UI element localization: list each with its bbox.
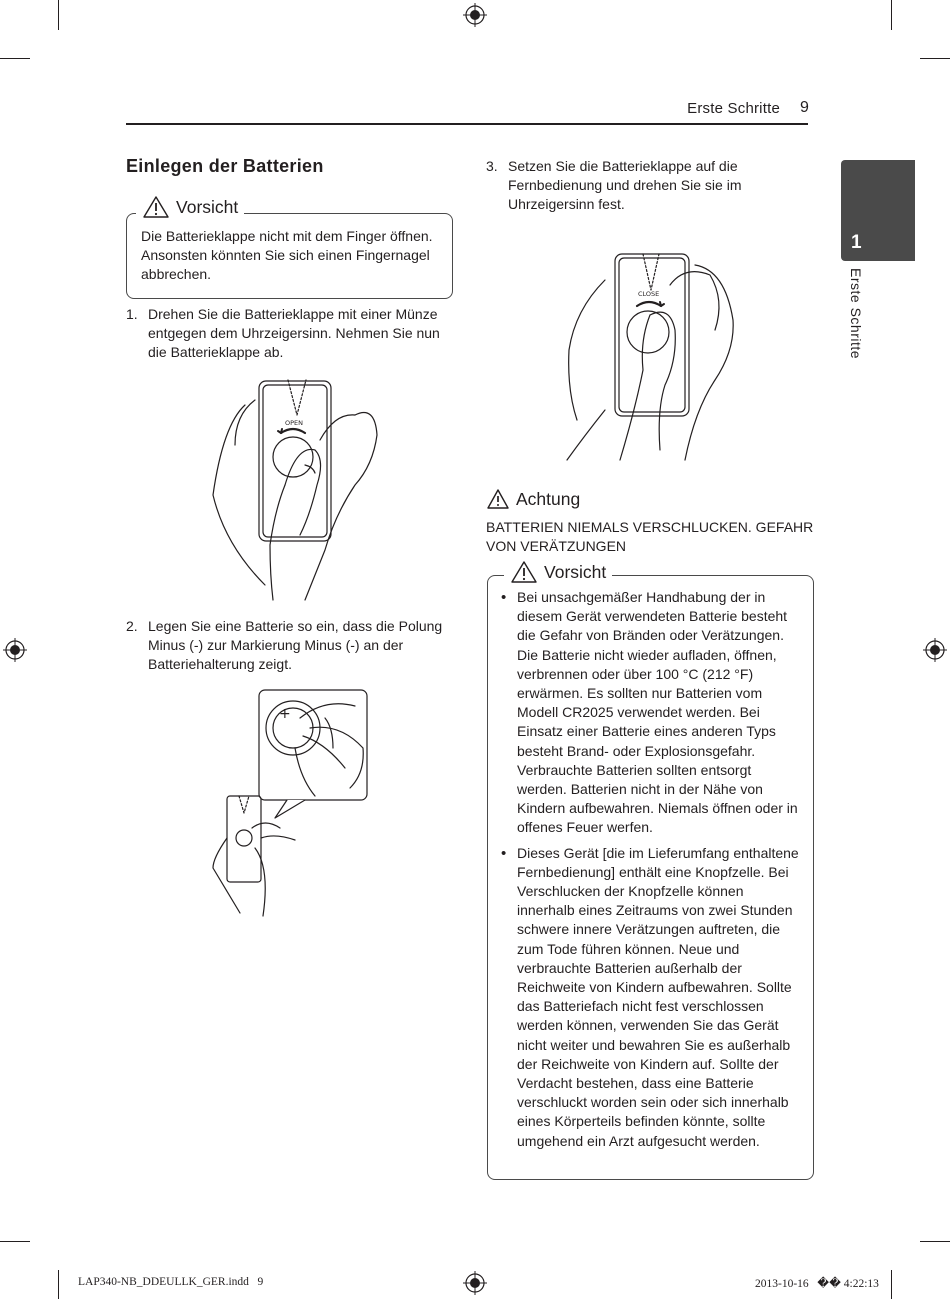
registration-mark-icon [463, 1271, 487, 1295]
steps-list [126, 617, 451, 675]
crop-mark [891, 0, 892, 30]
caution-bullet: • Bei unsachgemäßer Handhabung der in diesem Gerät verwendeten Batterie besteht die Gefahr von Bränden oder Verätzungen. Die Batterie nicht wieder aufladen, öffnen, verbrennen oder über 100 °C (212 °F) erwärmen. Es sollten nur Batterien vom Modell CR2025 verwendet werden. Bei Einsatz einer Batterie eines anderen Typs besteht Brand- oder Explosionsgefahr. Verbrauchte Batterien sollten entsorgt werden. Batterien nicht in der Nähe von Kindern aufbewahren. Niemals öffnen oder in offenes Feuer werfen. [497, 588, 802, 838]
section-title: Einlegen der Batterien [126, 156, 324, 176]
page-number: 9 [800, 99, 809, 116]
caution-heading [504, 560, 612, 584]
caution-bullet-list [497, 588, 802, 1157]
crop-mark [0, 1241, 30, 1242]
warning-triangle-icon [486, 488, 510, 510]
warning-heading [486, 488, 580, 510]
step-number: 2. [126, 618, 138, 634]
registration-mark-icon [923, 638, 947, 662]
chapter-label: Erste Schritte [848, 268, 864, 360]
crop-mark [920, 1241, 950, 1242]
footer-filename: LAP340-NB_DDEULLK_GER.indd 9 [78, 1276, 264, 1288]
caution-text: Die Batterieklappe nicht mit dem Finger öffnen. Ansonsten könnten Sie sich einen Fingernagel abbrechen. [141, 228, 433, 283]
steps-list [486, 157, 786, 215]
warning-heading-text: Achtung [516, 488, 581, 509]
caution-heading [136, 195, 244, 219]
step-text: Legen Sie eine Batterie so ein, dass die Polung Minus (-) zur Markierung Minus (-) an der Batteriehalterung zeigt. [148, 618, 443, 673]
header-divider [126, 123, 808, 125]
crop-mark [891, 1270, 892, 1299]
step-number: 3. [486, 158, 498, 174]
warning-text: BATTERIEN NIEMALS VERSCHLUCKEN. GEFAHR VON VERÄTZUNGEN [486, 519, 814, 555]
chapter-number: 1 [851, 232, 862, 253]
caution-heading-text: Vorsicht [544, 561, 607, 582]
steps-list [126, 305, 451, 363]
close-label: CLOSE [638, 290, 660, 298]
step-item [126, 617, 451, 675]
step-text: Drehen Sie die Batterieklappe mit einer Münze entgegen dem Uhrzeigersinn. Nehmen Sie nun die Batterieklappe ab. [148, 306, 440, 361]
caution-triangle-icon [510, 560, 538, 584]
caution-triangle-icon [142, 195, 170, 219]
open-label: OPEN [285, 419, 304, 427]
caution-heading-text: Vorsicht [176, 196, 239, 217]
step-item [486, 157, 786, 215]
step-text: Setzen Sie die Batterieklappe auf die Fernbedienung und drehen Sie sie im Uhrzeigersinn fest. [508, 158, 742, 213]
step-number: 1. [126, 306, 138, 322]
crop-mark [0, 58, 30, 59]
svg-text:+: + [279, 706, 291, 722]
crop-mark [58, 0, 59, 30]
footer-timestamp: 2013-10-16 �� 4:22:13 [755, 1278, 879, 1290]
caution-bullet: • Dieses Gerät [die im Lieferumfang enthaltene Fernbedienung] enthält eine Knopfzelle. Bei Verschlucken der Knopfzelle können innerhalb eines Zeitraums von zwei Stunden schwere innere Verätzungen auftreten, die zum Tode führen können. Neue und verbrauchte Batterien außerhalb der Reichweite von Kindern aufbewahren. Sollte das Batteriefach nicht fest verschlossen werden können, verwenden Sie das Gerät nicht weiter und bewahren Sie es außerhalb der Reichweite von Kindern auf. Sollte der Verdacht bestehen, dass eine Batterie verschluckt worden sein oder sich innerhalb eines Körperteils befinden könnte, sollte umgehend ein Arzt aufgesucht werden. [497, 844, 802, 1151]
insert-battery-illustration [205, 688, 375, 918]
registration-mark-icon [3, 638, 27, 662]
crop-mark [58, 1270, 59, 1299]
step-item [126, 305, 451, 363]
close-cover-illustration [565, 250, 740, 465]
crop-mark [920, 58, 950, 59]
open-cover-illustration [205, 375, 380, 605]
running-header-title: Erste Schritte [687, 100, 780, 117]
registration-mark-icon [463, 3, 487, 27]
